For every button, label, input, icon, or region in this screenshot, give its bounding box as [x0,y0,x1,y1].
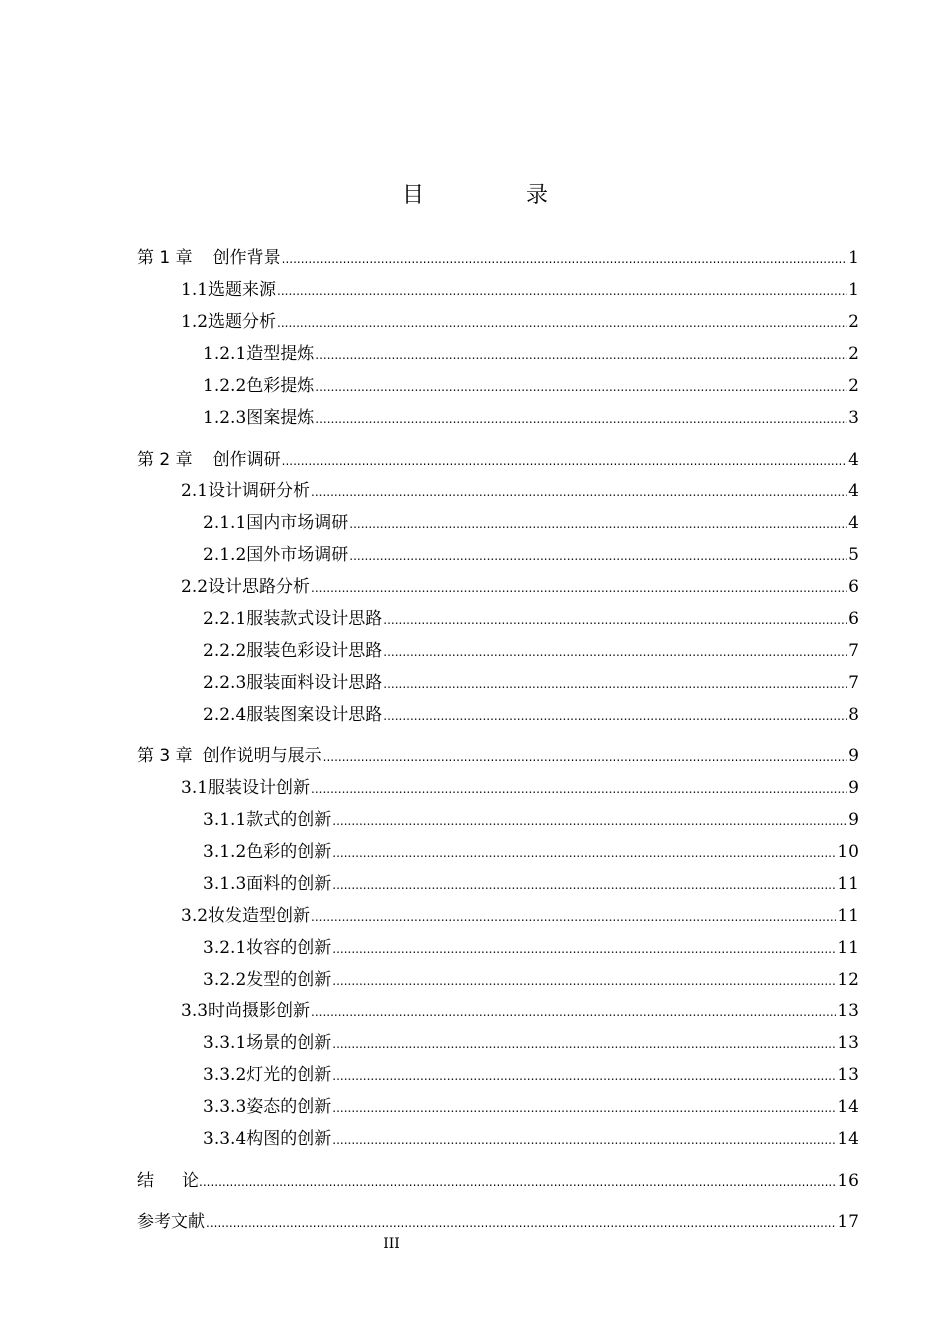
toc-label: 设计思路分析 [208,577,311,597]
toc-label: 选题来源 [208,280,277,300]
dot-leader [332,1128,836,1152]
toc-label: 造型提炼 [246,344,315,364]
toc-chapter-2[interactable] [137,448,859,472]
dot-leader [332,809,847,833]
toc-page-number: 5 [848,545,859,565]
toc-number: 3.3.1 [203,1033,247,1053]
toc-page-number: 9 [848,810,859,830]
toc-page-number: 4 [848,513,859,533]
toc-section-1-1[interactable] [181,278,859,302]
toc-page-number: 6 [848,609,859,629]
toc-number: 2.1.1 [203,513,247,533]
toc-page-number: 9 [848,746,859,766]
toc-number: 2.2.2 [203,641,247,661]
toc-label: 服装色彩设计思路 [246,641,383,661]
toc-number: 1.2.1 [203,344,247,364]
dot-leader [383,640,847,664]
toc-label: 服装图案设计思路 [246,705,383,725]
dot-leader [315,343,847,367]
dot-leader [332,937,836,961]
toc-page-number: 12 [837,970,859,990]
dot-leader [332,1064,836,1088]
toc-label: 国外市场调研 [246,545,349,565]
toc-section-2-1[interactable] [181,479,859,503]
toc-page-number: 7 [848,673,859,693]
toc-label: 参考文献 [137,1212,205,1232]
toc-number: 3.3.3 [203,1097,247,1117]
toc-number: 3.3.2 [203,1065,247,1085]
dot-leader [383,608,847,632]
toc-number: 1.2.2 [203,376,247,396]
toc-label: 色彩的创新 [246,842,332,862]
toc-page-number: 11 [837,938,859,958]
toc-label: 色彩提炼 [246,376,315,396]
toc-page-number: 10 [837,842,859,862]
toc-label: 场景的创新 [246,1033,332,1053]
toc-subsection-3-2-2[interactable] [203,968,859,992]
dot-leader [332,1096,836,1120]
dot-leader [277,279,847,303]
toc-chapter-1[interactable] [137,246,859,270]
toc-page-number: 7 [848,641,859,661]
toc-subsection-1-2-2[interactable] [203,374,859,398]
toc-section-3-2[interactable] [181,904,859,928]
dot-leader [383,704,847,728]
toc-number: 3.2.2 [203,970,247,990]
toc-label: 时尚摄影创新 [208,1001,311,1021]
dot-leader [311,777,847,801]
dot-leader [311,480,847,504]
dot-leader [349,544,847,568]
toc-label: 款式的创新 [246,810,332,830]
toc-number: 1.2.3 [203,408,247,428]
toc-number: 1.2 [181,312,209,332]
toc-label: 姿态的创新 [246,1097,332,1117]
dot-leader [315,407,847,431]
toc-page-number: 11 [837,874,859,894]
toc-page-number: 2 [848,344,859,364]
toc-label: 服装款式设计思路 [246,609,383,629]
toc-number: 2.2.4 [203,705,247,725]
toc-number: 3.2 [181,906,209,926]
toc-page-number: 4 [848,481,859,501]
toc-number: 3.1.2 [203,842,247,862]
toc-subsection-3-3-4[interactable] [203,1127,859,1151]
dot-leader [383,672,847,696]
toc-references[interactable] [137,1210,859,1234]
toc-page-number: 1 [848,248,859,268]
dot-leader [315,375,847,399]
toc-label: 妆容的创新 [246,938,332,958]
toc-label: 图案提炼 [246,408,315,428]
dot-leader [332,873,836,897]
toc-number: 2.2.1 [203,609,247,629]
toc-section-2-2[interactable] [181,575,859,599]
toc-page-number: 13 [837,1033,859,1053]
toc-page-number: 13 [837,1001,859,1021]
toc-number: 2.1.2 [203,545,247,565]
toc-subsection-2-1-1[interactable] [203,511,859,535]
toc-subsection-3-3-3[interactable] [203,1095,859,1119]
dot-leader [206,1211,836,1235]
toc-number: 3.3 [181,1001,209,1021]
toc-subsection-2-2-1[interactable] [203,607,859,631]
dot-leader [277,311,847,335]
toc-number: 3.1 [181,778,209,798]
dot-leader [311,1000,836,1024]
toc-subsection-3-2-1[interactable] [203,936,859,960]
toc-subsection-2-2-2[interactable] [203,639,859,663]
dot-leader [199,1170,836,1194]
toc-label: 创作背景 [212,248,281,268]
toc-section-1-2[interactable] [181,310,859,334]
toc-page-number: 14 [837,1129,859,1149]
toc-subsection-3-1-2[interactable] [203,840,859,864]
toc-label: 结论 [137,1171,227,1191]
toc-label: 创作说明与展示 [202,746,322,766]
toc-subsection-3-3-1[interactable] [203,1031,859,1055]
toc-subsection-3-3-2[interactable] [203,1063,859,1087]
toc-page-number: 2 [848,376,859,396]
toc-subsection-3-1-1[interactable] [203,808,859,832]
toc-subsection-2-2-4[interactable] [203,703,859,727]
toc-page-number: 4 [848,450,859,470]
dot-leader [282,449,848,473]
toc-label: 选题分析 [208,312,277,332]
toc-number: 2.1 [181,481,209,501]
toc-page-number: 6 [848,577,859,597]
toc-label: 构图的创新 [246,1129,332,1149]
toc-page-number: 14 [837,1097,859,1117]
toc-label: 创作调研 [212,450,281,470]
toc-label: 服装设计创新 [208,778,311,798]
toc-number: 3.1.3 [203,874,247,894]
page-title: 目 录 [401,183,588,208]
toc-section-3-3[interactable] [181,999,859,1023]
dot-leader [332,1032,836,1056]
toc-page-number: 2 [848,312,859,332]
toc-page-number: 13 [837,1065,859,1085]
toc-subsection-1-2-1[interactable] [203,342,859,366]
dot-leader [311,905,836,929]
toc-page-number: 16 [837,1171,859,1191]
toc-label: 发型的创新 [246,970,332,990]
toc-number: 3.1.1 [203,810,247,830]
toc-number: 2.2 [181,577,209,597]
toc-subsection-2-1-2[interactable] [203,543,859,567]
toc-subsection-1-2-3[interactable] [203,406,859,430]
toc-label: 妆发造型创新 [208,906,311,926]
toc-number: 第 3 章 [137,746,193,766]
toc-chapter-3[interactable] [137,744,859,768]
toc-number: 第 2 章 [137,450,193,470]
toc-label: 灯光的创新 [246,1065,332,1085]
toc-number: 1.1 [181,280,209,300]
page-number-footer: III [383,1236,400,1252]
toc-label: 设计调研分析 [208,481,311,501]
dot-leader [332,841,836,865]
toc-page-number: 3 [848,408,859,428]
dot-leader [323,745,848,769]
toc-label: 服装面料设计思路 [246,673,383,693]
toc-section-3-1[interactable] [181,776,859,800]
toc-label: 国内市场调研 [246,513,349,533]
dot-leader [311,576,847,600]
toc-page-number: 17 [837,1212,859,1232]
toc-conclusion[interactable] [137,1169,859,1193]
toc-page-number: 1 [848,280,859,300]
toc-subsection-2-2-3[interactable] [203,671,859,695]
toc-number: 第 1 章 [137,248,193,268]
dot-leader [349,512,847,536]
dot-leader [332,969,836,993]
toc-number: 3.3.4 [203,1129,247,1149]
toc-page-number: 11 [837,906,859,926]
toc-number: 2.2.3 [203,673,247,693]
toc-page-number: 9 [848,778,859,798]
toc-label: 面料的创新 [246,874,332,894]
toc-number: 3.2.1 [203,938,247,958]
dot-leader [282,247,848,271]
toc-subsection-3-1-3[interactable] [203,872,859,896]
toc-page-number: 8 [848,705,859,725]
